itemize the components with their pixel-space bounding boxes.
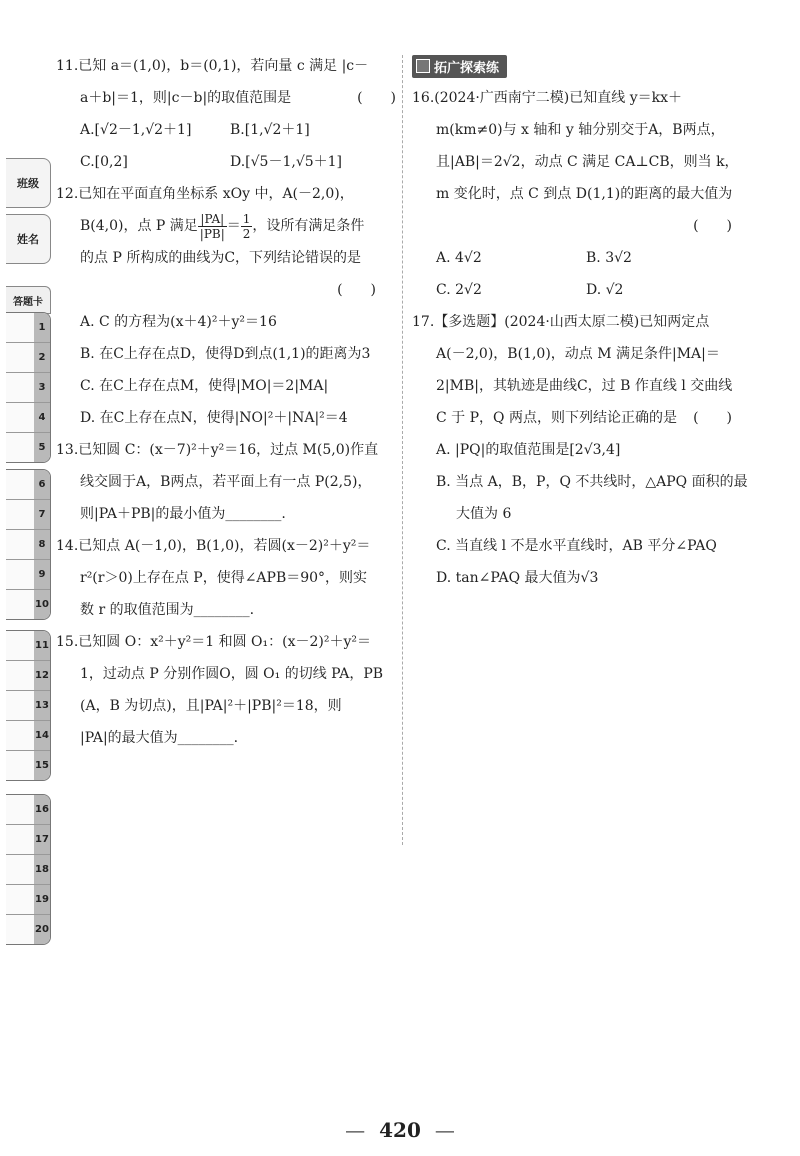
answer-card-label: 答题卡 — [6, 286, 51, 314]
answer-bracket[interactable]: ( ) — [337, 282, 376, 298]
answer-card-number: 16 — [34, 795, 50, 824]
answer-card-cell[interactable] — [6, 855, 50, 885]
column-divider — [402, 55, 403, 845]
option-b[interactable]: B. 3√2 — [586, 250, 632, 266]
option-c[interactable]: C. 在C上存在点M，使得|MO|＝2|MA| — [80, 378, 329, 394]
answer-card-cell[interactable] — [6, 343, 50, 373]
class-field[interactable]: 班级 — [6, 158, 51, 208]
option-c[interactable]: C. 2√2 — [436, 282, 482, 298]
left-column — [56, 50, 396, 754]
answer-card-cell[interactable] — [6, 885, 50, 915]
answer-card-cell[interactable] — [6, 721, 50, 751]
answer-card-group-1 — [6, 312, 51, 463]
answer-card-cell[interactable] — [6, 631, 50, 661]
answer-card-number: 8 — [34, 530, 50, 559]
question-12: 12.已知在平面直角坐标系 xOy 中，A(－2,0)， B(4,0)，点 P 满足 $\frac{|PA|}{|PB|}$ ＝ $\frac{1}{2}$ ，设所有满足条件 的点 P 所构成的曲线为C，下列结论错误的是 ( ) A. C 的方程为(x＋4)²＋y²＝16 B. 在C上存在点D，使得D到点(1,1)的距离为3 C. 在C上存在点M，使得|MO|＝2|MA| D. 在C上存在点N，使得|NO|²＋|NA|²＝4 — [56, 178, 396, 434]
answer-card-number: 5 — [34, 433, 50, 462]
half-fraction: $\frac{1}{2}$ — [242, 211, 251, 241]
answer-card-group-2 — [6, 469, 51, 620]
option-c[interactable]: C. 当直线 l 不是水平直线时，AB 平分∠PAQ — [436, 538, 717, 554]
option-a[interactable]: A. |PQ|的取值范围是[2√3,4] — [436, 442, 621, 458]
answer-card-cell[interactable] — [6, 691, 50, 721]
option-b[interactable]: B. 当点 A，B，P，Q 不共线时，△APQ 面积的最 — [436, 474, 748, 490]
answer-card-number: 1 — [34, 313, 50, 342]
option-d[interactable]: D.[√5－1,√5＋1] — [230, 154, 343, 170]
option-d[interactable]: D. tan∠PAQ 最大值为√3 — [436, 570, 599, 586]
answer-card-cell[interactable] — [6, 795, 50, 825]
answer-card-group-4 — [6, 794, 51, 945]
answer-card-number: 19 — [34, 885, 50, 914]
answer-card-number: 3 — [34, 373, 50, 402]
option-d[interactable]: D. √2 — [586, 282, 624, 298]
answer-card-number: 13 — [34, 691, 50, 720]
answer-card-number: 14 — [34, 721, 50, 750]
answer-card-cell[interactable] — [6, 470, 50, 500]
answer-card-cell[interactable] — [6, 500, 50, 530]
answer-card-number: 20 — [34, 915, 50, 944]
option-d[interactable]: D. 在C上存在点N，使得|NO|²＋|NA|²＝4 — [80, 410, 348, 426]
answer-card-cell[interactable] — [6, 373, 50, 403]
book-icon — [416, 59, 430, 73]
answer-card-cell[interactable] — [6, 751, 50, 780]
question-13: 13.已知圆 C：(x－7)²＋y²＝16，过点 M(5,0)作直 线交圆于A，B两点，若平面上有一点 P(2,5)， 则|PA＋PB|的最小值为________. — [56, 442, 379, 522]
option-b[interactable]: B. 在C上存在点D，使得D到点(1,1)的距离为3 — [80, 346, 371, 362]
page-number: — 420 — — [345, 1118, 455, 1142]
ratio-fraction: $\frac{|PA|}{|PB|}$ — [199, 211, 225, 241]
answer-card-number: 4 — [34, 403, 50, 432]
section-title: 拓广探索练 — [412, 55, 507, 78]
answer-card-number: 2 — [34, 343, 50, 372]
answer-card-number: 11 — [34, 631, 50, 660]
question-16: 16.(2024·广西南宁二模)已知直线 y＝kx＋ m(km≠0)与 x 轴和 y 轴分别交于A，B两点， 且|AB|＝2√2，动点 C 满足 CA⊥CB，则当 k， m 变化时，点 C 到点 D(1,1)的距离的最大值为 ( ) A. 4√2 B. 3√2 C. 2√2 D. √2 — [412, 82, 752, 306]
answer-card-number: 18 — [34, 855, 50, 884]
question-15: 15.已知圆 O：x²＋y²＝1 和圆 O₁：(x－2)²＋y²＝ 1，过动点 P 分别作圆O，圆 O₁ 的切线 PA，PB (A，B 为切点)，且|PA|²＋|PB|²＝18，则 |PA|的最大值为________. — [56, 634, 384, 746]
answer-card-cell[interactable] — [6, 825, 50, 855]
answer-card-number: 12 — [34, 661, 50, 690]
question-14: 14.已知点 A(－1,0)，B(1,0)，若圆(x－2)²＋y²＝ r²(r＞0)上存在点 P，使得∠APB＝90°，则实 数 r 的取值范围为________. — [56, 538, 371, 618]
question-11: 11.已知 a＝(1,0)，b＝(0,1)，若向量 c 满足 |c－ a＋b|＝1，则|c－b|的取值范围是 ( ) A.[√2－1,√2＋1] B.[1,√2＋1] C.[0,2] D.[√5－1,√5＋1] — [56, 50, 396, 178]
answer-card-cell[interactable] — [6, 661, 50, 691]
answer-card-cell[interactable] — [6, 530, 50, 560]
answer-card-number: 17 — [34, 825, 50, 854]
option-c[interactable]: C.[0,2] — [80, 154, 128, 170]
answer-card-number: 6 — [34, 470, 50, 499]
answer-card-number: 9 — [34, 560, 50, 589]
name-field[interactable]: 姓名 — [6, 214, 51, 264]
answer-bracket[interactable]: ( ) — [693, 410, 732, 426]
answer-card-number: 10 — [34, 590, 50, 619]
answer-card-cell[interactable] — [6, 313, 50, 343]
question-17: 17.【多选题】(2024·山西太原二模)已知两定点 A(－2,0)，B(1,0)，动点 M 满足条件|MA|＝ 2|MB|，其轨迹是曲线C，过 B 作直线 l 交曲线 C 于 P，Q 两点，则下列结论正确的是 ( ) A. |PQ|的取值范围是[2√3,4] B. 当点 A，B，P，Q 不共线时，△APQ 面积的最 大值为 6 C. 当直线 l 不是水平直线时，AB 平分∠PAQ D. tan∠PAQ 最大值为√3 — [412, 306, 752, 594]
option-b[interactable]: B.[1,√2＋1] — [230, 122, 310, 138]
answer-bracket[interactable]: ( ) — [357, 90, 396, 106]
answer-card-number: 7 — [34, 500, 50, 529]
answer-card-group-3 — [6, 630, 51, 781]
answer-card-cell[interactable] — [6, 433, 50, 462]
option-a[interactable]: A. 4√2 — [436, 250, 482, 266]
option-b-continued: 大值为 6 — [456, 506, 512, 522]
answer-card-cell[interactable] — [6, 590, 50, 619]
option-a[interactable]: A.[√2－1,√2＋1] — [80, 122, 192, 138]
answer-card-cell[interactable] — [6, 560, 50, 590]
right-column — [412, 50, 752, 594]
answer-bracket[interactable]: ( ) — [693, 218, 732, 234]
answer-card-cell[interactable] — [6, 403, 50, 433]
answer-card-cell[interactable] — [6, 915, 50, 944]
answer-card-number: 15 — [34, 751, 50, 780]
option-a[interactable]: A. C 的方程为(x＋4)²＋y²＝16 — [80, 314, 277, 330]
